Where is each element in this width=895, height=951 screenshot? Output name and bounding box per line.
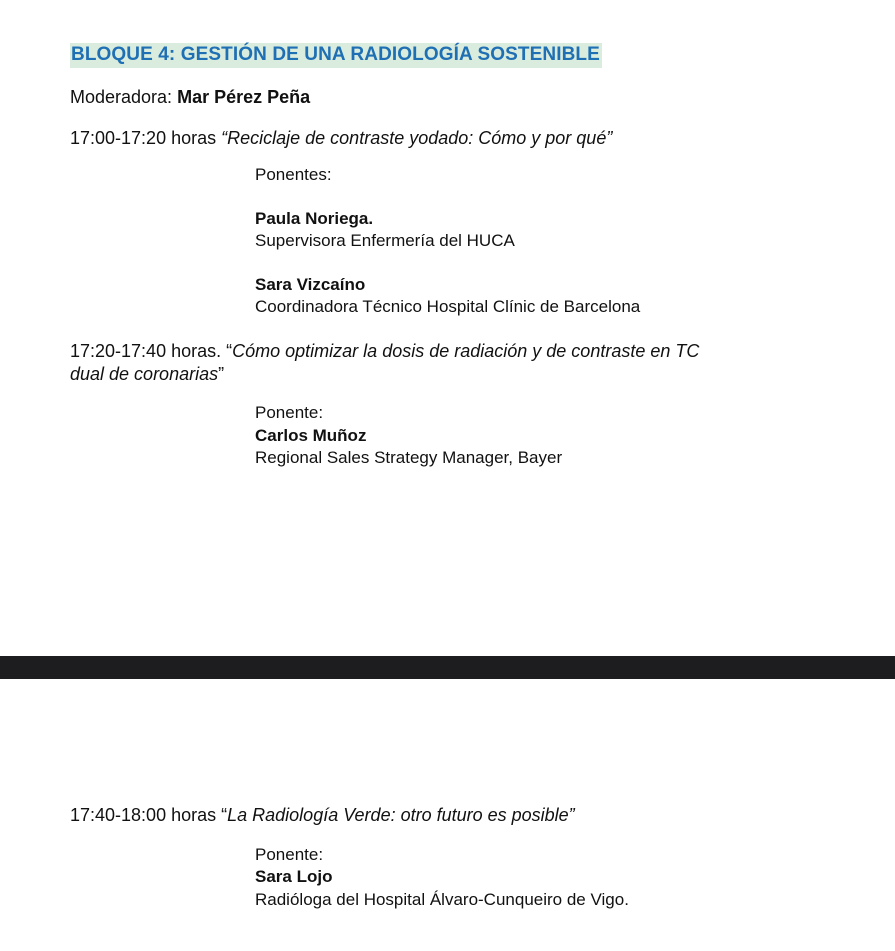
session-1-speaker-2-role: Coordinadora Técnico Hospital Clínic de Barcelona bbox=[255, 297, 641, 316]
session-3-quote-open: “ bbox=[221, 805, 228, 825]
session-1-speaker-1-role: Supervisora Enfermería del HUCA bbox=[255, 231, 515, 250]
session-1-speakers-label: Ponentes: bbox=[255, 165, 332, 184]
session-2-title-line1: Cómo optimizar la dosis de radiación y de contraste en TC bbox=[232, 341, 700, 361]
session-2-quote-open: “ bbox=[226, 341, 233, 361]
session-3-speakers-label: Ponente: bbox=[255, 845, 324, 864]
moderator-name: Mar Pérez Peña bbox=[177, 87, 311, 107]
page-break-bar bbox=[0, 656, 895, 679]
session-2-speaker-1-name: Carlos Muñoz bbox=[255, 426, 367, 445]
session-3-time: 17:40-18:00 horas bbox=[70, 805, 217, 825]
session-3-speaker-1-name: Sara Lojo bbox=[255, 867, 333, 886]
session-1-speaker-1-name: Paula Noriega. bbox=[255, 209, 374, 228]
session-3-heading bbox=[70, 804, 575, 827]
moderator-line bbox=[70, 86, 310, 109]
moderator-label: Moderadora: bbox=[70, 87, 173, 107]
session-2-heading bbox=[70, 340, 699, 363]
session-1-title: “Reciclaje de contraste yodado: Cómo y por qué” bbox=[221, 128, 613, 148]
session-2-speakers-label: Ponente: bbox=[255, 403, 324, 422]
session-2-time: 17:20-17:40 horas. bbox=[70, 341, 222, 361]
session-1-heading bbox=[70, 127, 612, 150]
session-2-speaker-1-role: Regional Sales Strategy Manager, Bayer bbox=[255, 448, 563, 467]
session-1-speaker-2-name: Sara Vizcaíno bbox=[255, 275, 366, 294]
session-3-title: La Radiología Verde: otro futuro es posible” bbox=[227, 805, 575, 825]
session-2-quote-close: ” bbox=[218, 364, 225, 384]
session-2-heading-cont bbox=[70, 363, 224, 386]
session-2-title-line2: dual de coronarias bbox=[70, 364, 219, 384]
session-3-speaker-1-role: Radióloga del Hospital Álvaro-Cunqueiro de Vigo. bbox=[255, 890, 629, 909]
session-1-time: 17:00-17:20 horas bbox=[70, 128, 217, 148]
block-title: BLOQUE 4: GESTIÓN DE UNA RADIOLOGÍA SOSTENIBLE bbox=[70, 43, 602, 68]
